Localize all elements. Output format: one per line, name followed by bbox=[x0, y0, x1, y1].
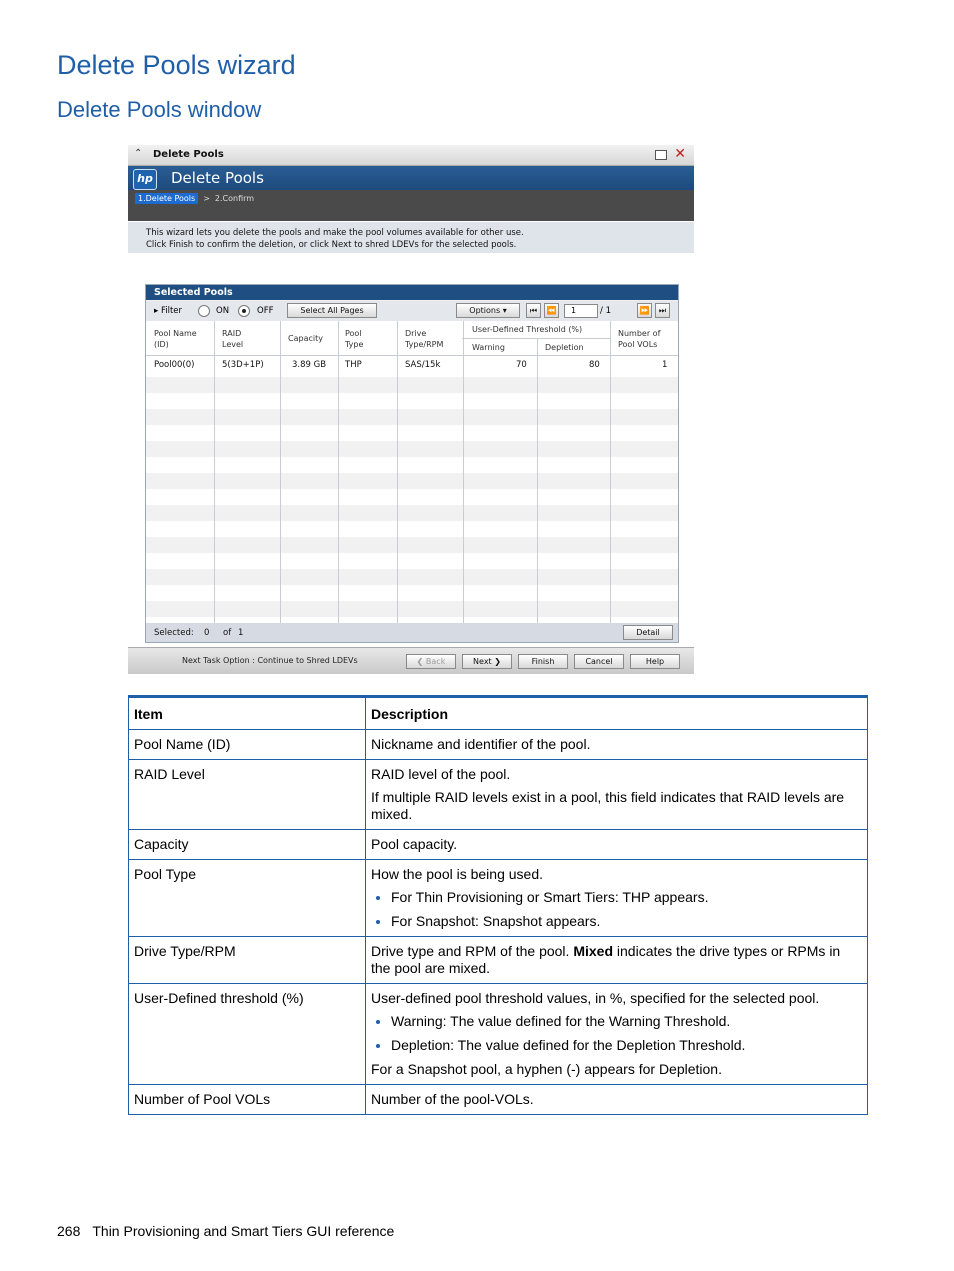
filter-off-label: OFF bbox=[257, 306, 274, 316]
window-titlebar bbox=[128, 145, 694, 166]
help-button[interactable]: Help bbox=[630, 654, 680, 669]
description-text: How the pool is being used. bbox=[371, 866, 543, 882]
cancel-button[interactable]: Cancel bbox=[574, 654, 624, 669]
description-text: For a Snapshot pool, a hyphen (-) appears for Depletion. bbox=[371, 1061, 722, 1077]
options-label: Options bbox=[469, 306, 501, 315]
col-raid-level-l2: Level bbox=[222, 340, 244, 349]
field-description-table bbox=[128, 695, 868, 1115]
last-page-icon[interactable]: ⏭ bbox=[655, 303, 670, 318]
col-pool-name-l1: Pool Name bbox=[154, 329, 197, 338]
cell-depletion: 80 bbox=[589, 360, 600, 370]
filter-label: ▸ Filter bbox=[154, 306, 183, 316]
step-delete-pools: 1.Delete Pools bbox=[135, 193, 198, 204]
list-item: • For Snapshot: Snapshot appears. bbox=[391, 913, 862, 930]
description-cell bbox=[366, 760, 868, 830]
step-separator: > bbox=[203, 194, 210, 203]
item-cell: Pool Type bbox=[129, 860, 366, 937]
description-cell bbox=[366, 937, 868, 984]
next-button[interactable]: Next ❯ bbox=[462, 654, 512, 669]
table-header-row bbox=[129, 697, 868, 730]
col-depletion[interactable]: Depletion bbox=[545, 343, 584, 352]
col-pool-name-l2: (ID) bbox=[154, 340, 169, 349]
col-threshold: User-Defined Threshold (%) bbox=[472, 325, 583, 334]
detail-button[interactable]: Detail bbox=[623, 625, 673, 640]
pools-grid bbox=[146, 321, 678, 623]
previous-page-icon[interactable]: ⏪ bbox=[544, 303, 559, 318]
step-confirm: 2.Confirm bbox=[214, 194, 255, 203]
collapse-chevron-icon[interactable]: ⌃ bbox=[134, 148, 143, 159]
item-cell: RAID Level bbox=[129, 760, 366, 830]
description-cell: Nickname and identifier of the pool. bbox=[366, 730, 868, 760]
list-item: • For Thin Provisioning or Smart Tiers: THP appears. bbox=[391, 889, 862, 906]
window-title: Delete Pools bbox=[153, 149, 224, 160]
col-pool-vols-l2: Pool VOLs bbox=[618, 340, 658, 349]
table-row bbox=[129, 760, 868, 830]
table-row bbox=[129, 937, 868, 984]
col-drive-type-l1: Drive bbox=[405, 329, 427, 338]
item-cell: Pool Name (ID) bbox=[129, 730, 366, 760]
list-item: • Warning: The value defined for the Warning Threshold. bbox=[391, 1013, 862, 1030]
col-raid-level-l1: RAID bbox=[222, 329, 242, 338]
col-drive-type-l2: Type/RPM bbox=[405, 340, 444, 349]
page-footer bbox=[57, 1223, 394, 1239]
filter-off-radio[interactable] bbox=[238, 305, 250, 317]
close-icon[interactable]: ✕ bbox=[674, 146, 686, 162]
item-cell: Number of Pool VOLs bbox=[129, 1085, 366, 1115]
select-all-pages-button[interactable]: Select All Pages bbox=[287, 303, 377, 318]
col-pool-name[interactable] bbox=[154, 328, 197, 350]
description-text: Drive type and RPM of the pool. bbox=[371, 943, 574, 959]
filter-on-radio[interactable] bbox=[198, 305, 210, 317]
selected-count: 0 bbox=[204, 628, 210, 638]
description-text: User-defined pool threshold values, in %, specified for the selected pool. bbox=[371, 990, 820, 1006]
cell-capacity: 3.89 GB bbox=[292, 360, 327, 370]
cell-pool-name: Pool00(0) bbox=[154, 360, 195, 370]
panel-header bbox=[146, 285, 678, 300]
header-description: Description bbox=[366, 697, 868, 730]
next-task-option: Next Task Option : Continue to Shred LDEVs bbox=[182, 656, 358, 665]
description-text: If multiple RAID levels exist in a pool, this field indicates that RAID levels are mixed. bbox=[371, 789, 845, 822]
col-drive-type[interactable] bbox=[405, 328, 443, 350]
wizard-steps bbox=[135, 194, 254, 203]
page-total: / 1 bbox=[600, 306, 611, 316]
wizard-button-bar bbox=[128, 647, 694, 674]
wizard-instructions bbox=[128, 222, 694, 253]
hp-logo: hp bbox=[133, 169, 157, 190]
col-pool-type[interactable] bbox=[345, 328, 363, 350]
description-bold: Mixed bbox=[573, 943, 614, 959]
footer-text: Thin Provisioning and Smart Tiers GUI reference bbox=[92, 1223, 395, 1239]
options-button[interactable]: Options ▾ bbox=[456, 303, 520, 318]
cell-warning: 70 bbox=[516, 360, 527, 370]
item-cell: User-Defined threshold (%) bbox=[129, 984, 366, 1085]
next-page-icon[interactable]: ⏩ bbox=[637, 303, 652, 318]
back-button[interactable]: ❮ Back bbox=[406, 654, 456, 669]
maximize-icon[interactable] bbox=[655, 150, 667, 160]
instruction-line-2: Click Finish to confirm the deletion, or click Next to shred LDEVs for the selected pools. bbox=[146, 240, 517, 250]
selected-total: 1 bbox=[238, 628, 244, 638]
bullet-list bbox=[371, 889, 862, 930]
delete-pools-window bbox=[128, 145, 694, 673]
cell-pool-type: THP bbox=[345, 360, 362, 370]
banner-header bbox=[128, 166, 694, 190]
section-title: Delete Pools window bbox=[57, 97, 262, 122]
page-number-input[interactable]: 1 bbox=[564, 304, 598, 318]
instruction-line-1: This wizard lets you delete the pools and make the pool volumes available for other use. bbox=[146, 228, 524, 238]
col-raid-level[interactable] bbox=[222, 328, 243, 350]
page-number: 268 bbox=[57, 1223, 81, 1239]
col-capacity[interactable]: Capacity bbox=[288, 334, 323, 343]
header-item: Item bbox=[129, 697, 366, 730]
col-pool-vols-l1: Number of bbox=[618, 329, 661, 338]
panel-title: Selected Pools bbox=[154, 287, 233, 298]
panel-toolbar bbox=[146, 301, 678, 321]
wizard-title: Delete Pools bbox=[171, 169, 264, 187]
description-cell bbox=[366, 860, 868, 937]
table-row bbox=[129, 860, 868, 937]
table-row bbox=[129, 1085, 868, 1115]
cell-drive: SAS/15k bbox=[405, 360, 441, 370]
list-item: • Depletion: The value defined for the Depletion Threshold. bbox=[391, 1037, 862, 1054]
col-pool-type-l2: Type bbox=[345, 340, 364, 349]
page-title: Delete Pools wizard bbox=[57, 50, 296, 80]
filter-text: Filter bbox=[160, 306, 183, 316]
item-cell: Capacity bbox=[129, 830, 366, 860]
description-text: indicates the drive types or RPMs in the pool are mixed. bbox=[371, 943, 841, 976]
first-page-icon[interactable]: ⏮ bbox=[526, 303, 541, 318]
col-pool-vols[interactable] bbox=[618, 328, 660, 350]
col-warning[interactable]: Warning bbox=[472, 343, 505, 352]
description-cell: Number of the pool-VOLs. bbox=[366, 1085, 868, 1115]
table-row bbox=[129, 730, 868, 760]
back-label: Back bbox=[425, 657, 446, 666]
item-cell: Drive Type/RPM bbox=[129, 937, 366, 984]
finish-button[interactable]: Finish bbox=[518, 654, 568, 669]
bullet-list bbox=[371, 1013, 862, 1054]
table-row bbox=[129, 830, 868, 860]
table-row bbox=[129, 984, 868, 1085]
description-cell: Pool capacity. bbox=[366, 830, 868, 860]
description-cell bbox=[366, 984, 868, 1085]
col-pool-type-l1: Pool bbox=[345, 329, 362, 338]
next-label: Next bbox=[473, 657, 492, 666]
cell-raid-level: 5(3D+1P) bbox=[222, 360, 264, 370]
selected-of: of bbox=[223, 628, 232, 638]
cell-pool-vols: 1 bbox=[662, 360, 668, 370]
panel-footer bbox=[146, 623, 678, 642]
selected-pools-panel bbox=[145, 284, 679, 643]
wizard-banner bbox=[128, 166, 694, 221]
description-text: RAID level of the pool. bbox=[371, 766, 511, 782]
selected-label: Selected: bbox=[154, 628, 194, 638]
filter-on-label: ON bbox=[216, 306, 230, 316]
